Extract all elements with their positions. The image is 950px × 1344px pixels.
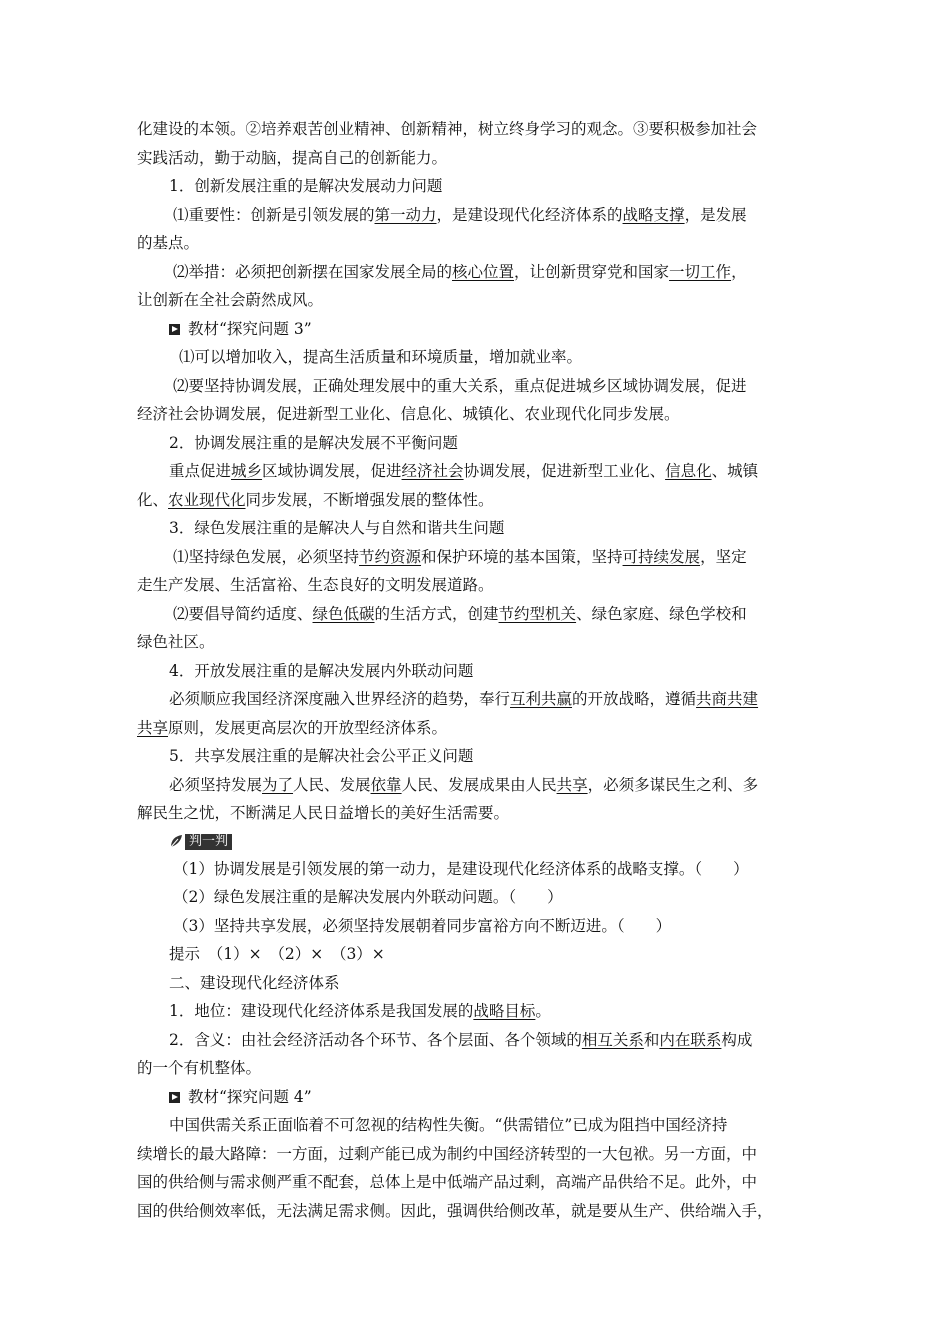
paragraph-line: ⑵举措：必须把创新摆在国家发展全局的核心位置，让创新贯穿党和国家一切工作，: [173, 263, 747, 281]
paragraph-line: 必须顺应我国经济深度融入世界经济的趋势，奉行互利共赢的开放战略，遵循共商共建: [169, 690, 759, 708]
leaf-icon: [169, 834, 183, 848]
paragraph-line: 1．地位：建设现代化经济体系是我国发展的战略目标。: [169, 1002, 551, 1020]
judge-item: （2）绿色发展注重的是解决发展内外联动问题。（ ）: [173, 888, 563, 906]
paragraph-line: 让创新在全社会蔚然成风。: [137, 291, 324, 309]
section-heading: 二、建设现代化经济体系: [169, 974, 340, 992]
play-triangle-icon: [169, 324, 180, 335]
paragraph-line: 续增长的最大路障：一方面，过剩产能已成为制约中国经济转型的一大包袱。另一方面，中: [137, 1145, 758, 1163]
paragraph-line: ⑴重要性：创新是引领发展的第一动力，是建设现代化经济体系的战略支撑，是发展: [173, 206, 747, 224]
paragraph-line: 解民生之忧，不断满足人民日益增长的美好生活需要。: [137, 804, 510, 822]
paragraph-line: 化、农业现代化同步发展，不断增强发展的整体性。: [137, 491, 494, 509]
judge-item: （3）坚持共享发展，必须坚持发展朝着同步富裕方向不断迈进。（ ）: [173, 917, 672, 935]
paragraph-line: 绿色社区。: [137, 633, 215, 651]
paragraph-line: 的一个有机整体。: [137, 1059, 262, 1077]
paragraph-line: 实践活动，勤于动脑，提高自己的创新能力。: [137, 149, 448, 167]
paragraph-line: 中国供需关系正面临着不可忽视的结构性失衡。“供需错位”已成为阻挡中国经济持: [169, 1116, 728, 1134]
paragraph-line: ⑴可以增加收入，提高生活质量和环境质量，增加就业率。: [179, 348, 583, 366]
paragraph-line: ⑴坚持绿色发展，必须坚持节约资源和保护环境的基本国策，坚持可持续发展，坚定: [173, 548, 747, 566]
textbook-question-heading: 教材“探究问题 4”: [169, 1086, 312, 1108]
paragraph-line: 经济社会协调发展，促进新型工业化、信息化、城镇化、农业现代化同步发展。: [137, 405, 680, 423]
section-heading: 5．共享发展注重的是解决社会公平正义问题: [169, 747, 474, 765]
judge-section-badge: 判一判: [169, 830, 232, 852]
answer-hint: 提示 （1）× （2）× （3）×: [169, 945, 385, 963]
paragraph-line: ⑵要倡导简约适度、绿色低碳的生活方式，创建节约型机关、绿色家庭、绿色学校和: [173, 605, 747, 623]
paragraph-line: 国的供给侧与需求侧严重不配套，总体上是中低端产品过剩，高端产品供给不足。此外，中: [137, 1173, 758, 1191]
textbook-question-heading: 教材“探究问题 3”: [169, 318, 312, 340]
judge-item: （1）协调发展是引领发展的第一动力，是建设现代化经济体系的战略支撑。（ ）: [173, 860, 749, 878]
paragraph-line: 化建设的本领。②培养艰苦创业精神、创新精神，树立终身学习的观念。③要积极参加社会: [137, 120, 758, 138]
paragraph-line: 的基点。: [137, 234, 200, 252]
section-heading: 4．开放发展注重的是解决发展内外联动问题: [169, 662, 474, 680]
section-heading: 1．创新发展注重的是解决发展动力问题: [169, 177, 443, 195]
play-triangle-icon: [169, 1092, 180, 1103]
paragraph-line: 重点促进城乡区域协调发展，促进经济社会协调发展，促进新型工业化、信息化、城镇: [169, 462, 759, 480]
section-heading: 2．协调发展注重的是解决发展不平衡问题: [169, 434, 458, 452]
paragraph-line: 共享原则，发展更高层次的开放型经济体系。: [137, 719, 448, 737]
paragraph-line: 国的供给侧效率低，无法满足需求侧。因此，强调供给侧改革，就是要从生产、供给端入手，: [137, 1202, 773, 1220]
paragraph-line: ⑵要坚持协调发展，正确处理发展中的重大关系，重点促进城乡区域协调发展，促进: [173, 377, 747, 395]
paragraph-line: 2．含义：由社会经济活动各个环节、各个层面、各个领域的相互关系和内在联系构成: [169, 1031, 753, 1049]
section-heading: 3．绿色发展注重的是解决人与自然和谐共生问题: [169, 519, 505, 537]
paragraph-line: 必须坚持发展为了人民、发展依靠人民、发展成果由人民共享，必须多谋民生之利、多: [169, 776, 759, 794]
paragraph-line: 走生产发展、生活富裕、生态良好的文明发展道路。: [137, 576, 494, 594]
